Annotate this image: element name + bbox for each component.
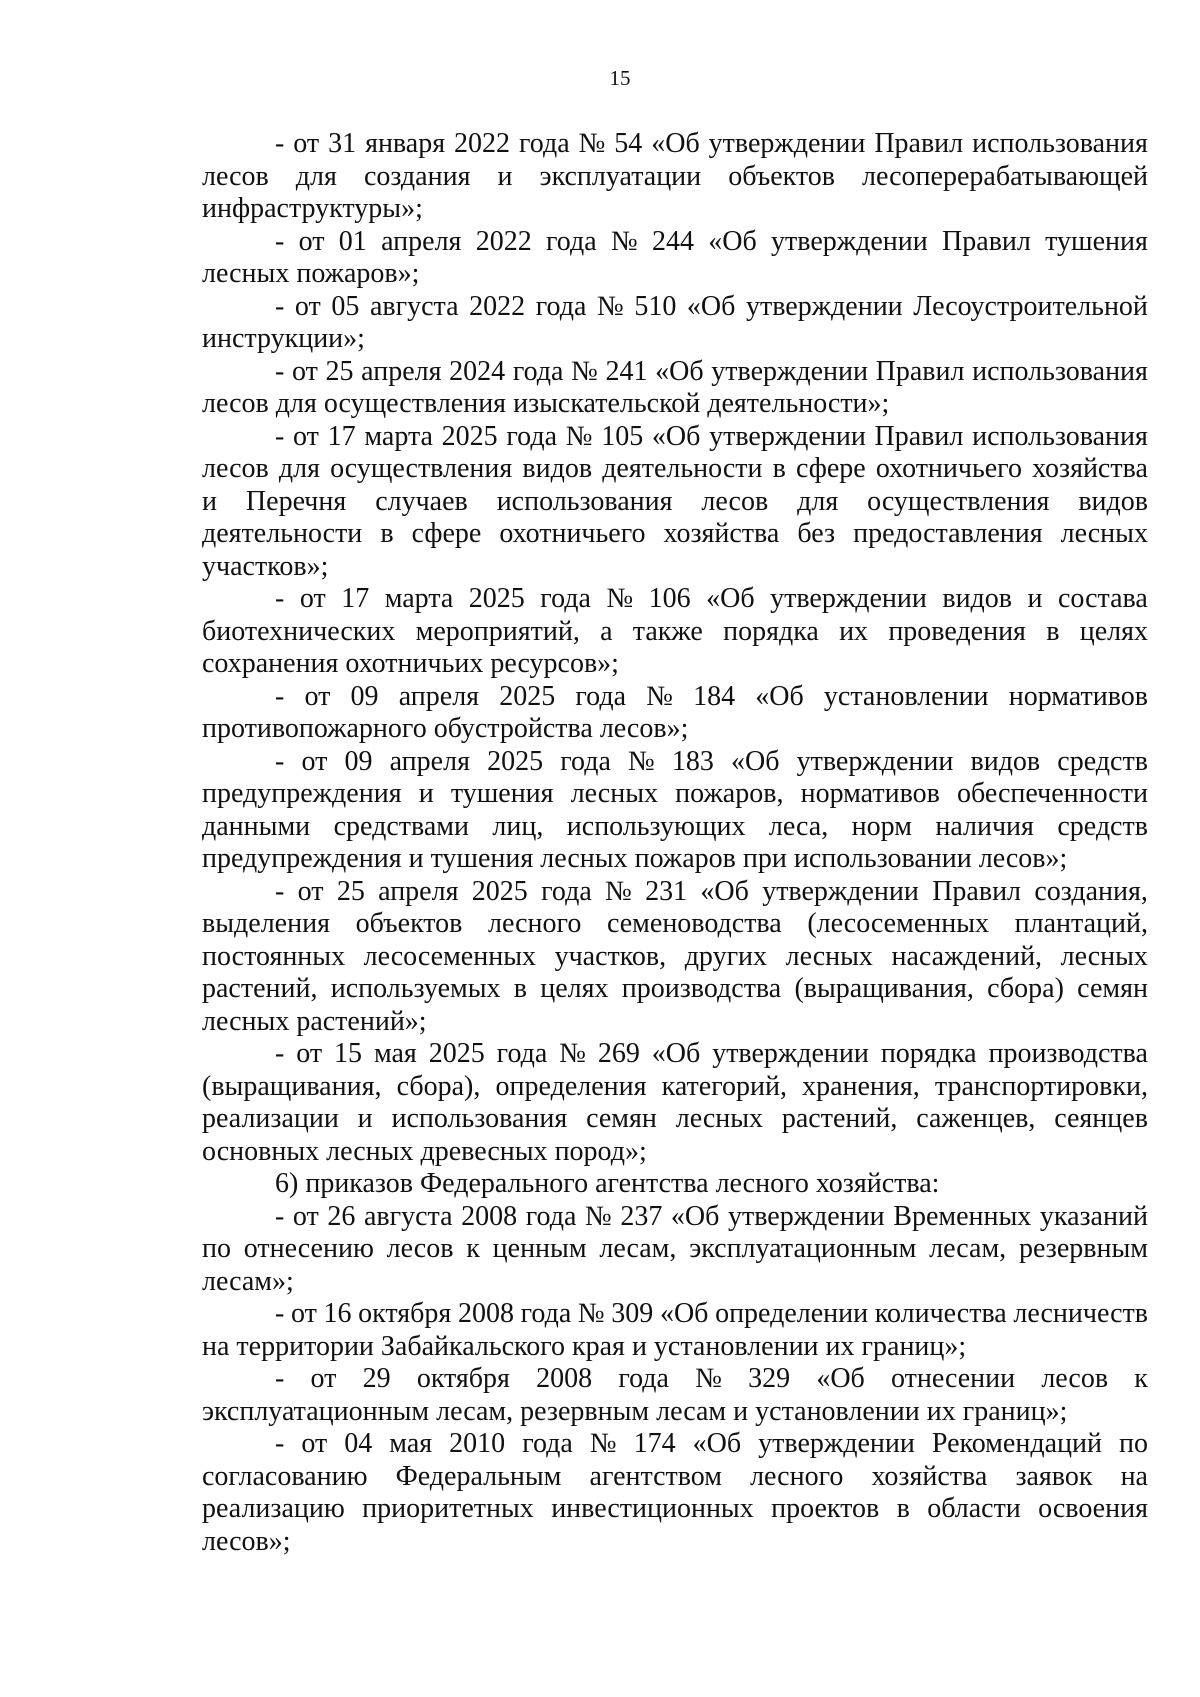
text-line: лесов для осуществления видов деятельности в сфере охотничьего хозяйства xyxy=(202,453,1148,484)
text-line: участков»; xyxy=(202,550,329,582)
text-line: - от 15 мая 2025 года № 269 «Об утверждении порядка производства xyxy=(275,1038,1148,1069)
text-line: выделения объектов лесного семеноводства (лесосеменных плантаций, xyxy=(202,908,1148,939)
text-line: реализации и использования семян лесных растений, саженцев, сеянцев xyxy=(202,1103,1148,1134)
text-line: (выращивания, сбора), определения категорий, хранения, транспортировки, xyxy=(202,1070,1148,1102)
text-line: лесов для создания и эксплуатации объектов лесоперерабатывающей xyxy=(202,160,1148,192)
page-number: 15 xyxy=(609,66,631,90)
text-line: инструкции»; xyxy=(202,323,365,354)
text-line: реализацию приоритетных инвестиционных проектов в области освоения xyxy=(202,1493,1148,1524)
text-line: по отнесению лесов к ценным лесам, эксплуатационным лесам, резервным xyxy=(202,1233,1148,1264)
text-line: - от 31 января 2022 года № 54 «Об утверждении Правил использования xyxy=(275,128,1148,159)
text-line: - от 26 августа 2008 года № 237 «Об утверждении Временных указаний xyxy=(275,1200,1148,1232)
text-line: противопожарного обустройства лесов»; xyxy=(202,713,689,744)
text-line: 6) приказов Федерального агентства лесного хозяйства: xyxy=(275,1168,940,1199)
text-line: - от 04 мая 2010 года № 174 «Об утверждении Рекомендаций по xyxy=(275,1428,1148,1459)
text-line: - от 17 марта 2025 года № 106 «Об утверждении видов и состава xyxy=(275,583,1148,614)
text-line: - от 09 апреля 2025 года № 183 «Об утверждении видов средств xyxy=(275,745,1148,777)
text-line: предупреждения и тушения лесных пожаров, нормативов обеспеченности xyxy=(202,778,1148,809)
text-line: согласованию Федеральным агентством лесного хозяйства заявок на xyxy=(202,1460,1148,1492)
text-line: на территории Забайкальского края и установлении их границ»; xyxy=(202,1330,967,1362)
text-line: сохранения охотничьих ресурсов»; xyxy=(202,648,619,679)
text-line: - от 01 апреля 2022 года № 244 «Об утверждении Правил тушения xyxy=(275,225,1148,257)
text-line: эксплуатационным лесам, резервным лесам и установлении их границ»; xyxy=(202,1395,1068,1427)
text-line: деятельности в сфере охотничьего хозяйства без предоставления лесных xyxy=(202,518,1148,549)
text-line: лесных растений»; xyxy=(202,1005,427,1037)
text-line: лесов»; xyxy=(202,1525,291,1557)
text-line: - от 16 октября 2008 года № 309 «Об определении количества лесничеств xyxy=(275,1298,1148,1329)
text-line: предупреждения и тушения лесных пожаров при использовании лесов»; xyxy=(202,843,1068,874)
text-line: инфраструктуры»; xyxy=(202,193,423,224)
text-line: основных лесных древесных пород»; xyxy=(202,1135,647,1167)
document-body xyxy=(202,128,1148,1558)
text-line: - от 25 апреля 2025 года № 231 «Об утверждении Правил создания, xyxy=(275,875,1148,907)
text-line: - от 05 августа 2022 года № 510 «Об утверждении Лесоустроительной xyxy=(275,290,1148,322)
text-line: лесам»; xyxy=(202,1265,294,1297)
text-line: лесов для осуществления изыскательской деятельности»; xyxy=(202,388,890,419)
text-line: - от 17 марта 2025 года № 105 «Об утверждении Правил использования xyxy=(275,420,1148,452)
text-line: постоянных лесосеменных участков, других лесных насаждений, лесных xyxy=(202,940,1148,972)
text-line: и Перечня случаев использования лесов для осуществления видов xyxy=(202,485,1148,517)
text-line: - от 09 апреля 2025 года № 184 «Об установлении нормативов xyxy=(275,680,1148,712)
text-line: данными средствами лиц, использующих леса, норм наличия средств xyxy=(202,810,1148,842)
text-line: - от 25 апреля 2024 года № 241 «Об утверждении Правил использования xyxy=(275,355,1148,387)
text-line: - от 29 октября 2008 года № 329 «Об отнесении лесов к xyxy=(275,1363,1148,1394)
text-line: биотехнических мероприятий, а также порядка их проведения в целях xyxy=(202,615,1148,647)
text-line: лесных пожаров»; xyxy=(202,258,420,289)
text-line: растений, используемых в целях производства (выращивания, сбора) семян xyxy=(202,973,1148,1004)
